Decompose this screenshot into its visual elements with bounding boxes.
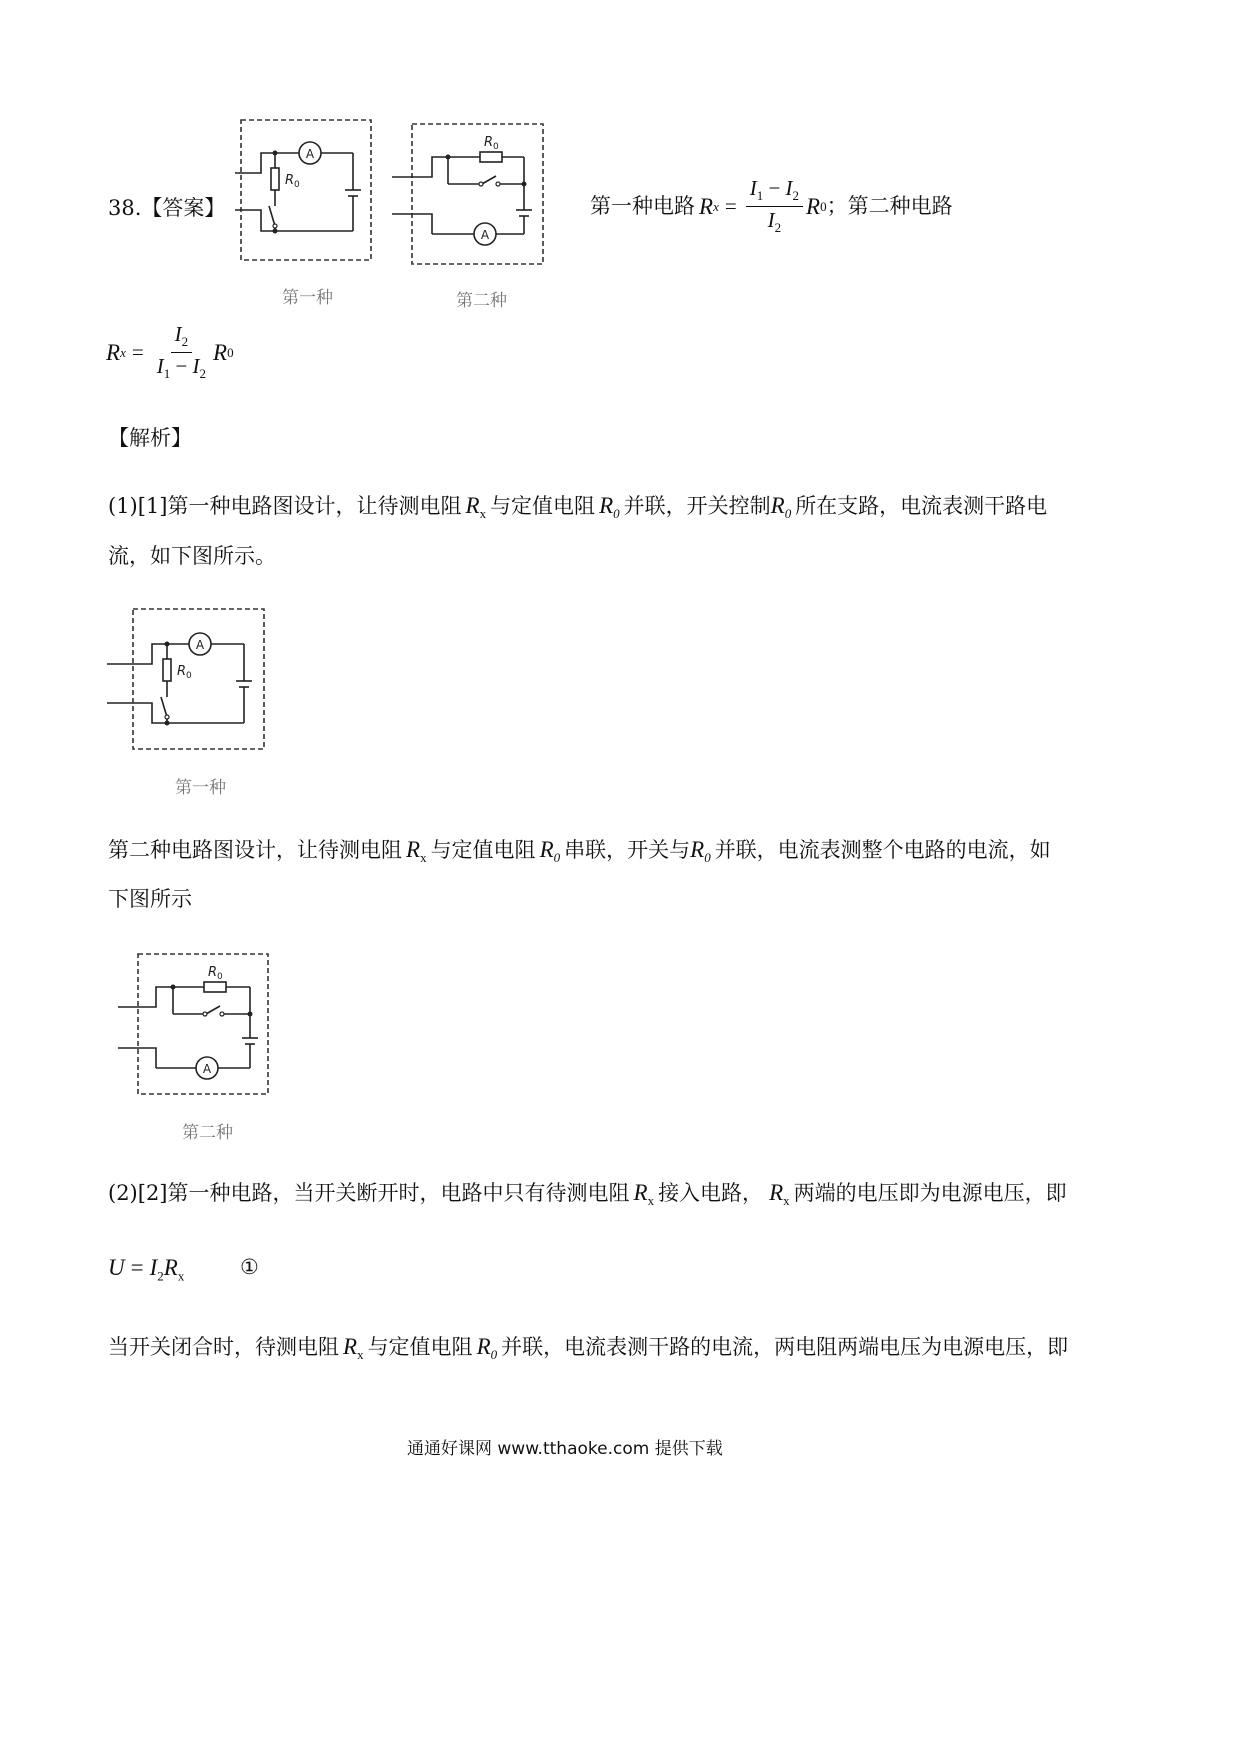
analysis-p1-line2: 流，如下图所示。 bbox=[108, 544, 276, 568]
r0-label: R bbox=[285, 173, 295, 188]
answer-label: 38.【答案】 bbox=[108, 196, 226, 220]
analysis-p1-line1: (1)[1]第一种电路图设计，让待测电阻 $R_x$ 与定值电阻 $R_0$ 并联，开关控制$R_0$ 所在支路，电流表测干路电 bbox=[108, 493, 1048, 522]
svg-text:0: 0 bbox=[493, 142, 499, 152]
analysis-circuit-second bbox=[118, 952, 273, 1098]
footer-text: 通通好课网 www.tthaoke.com 提供下载 bbox=[407, 1439, 723, 1459]
svg-text:A: A bbox=[202, 1062, 212, 1076]
ammeter-label: A bbox=[305, 147, 315, 161]
circuit-second-diagram bbox=[392, 122, 547, 268]
svg-text:A: A bbox=[195, 638, 205, 652]
equation-1: $U = I_2R_x$ bbox=[108, 1255, 185, 1284]
svg-text:R: R bbox=[177, 664, 187, 679]
analysis-p3-line1: (2)[2]第一种电路，当开关断开时，电路中只有待测电阻 $R_x$ 接入电路， $R_x$ 两端的电压即为电源电压，即 bbox=[108, 1180, 1067, 1209]
answer-formula-first: 第一种电路 R x = $\frac{I_1 - I_2}{I_2}$ R 0 ；第二种电路 bbox=[590, 176, 953, 235]
analysis-p2-line2: 下图所示 bbox=[108, 887, 192, 911]
equation-1-marker: ① bbox=[240, 1255, 259, 1279]
fig1-caption: 第一种 bbox=[175, 778, 226, 798]
svg-text:0: 0 bbox=[186, 671, 192, 681]
svg-text:A: A bbox=[480, 228, 490, 242]
circuit-first-diagram bbox=[235, 118, 375, 266]
svg-text:0: 0 bbox=[294, 180, 300, 190]
fig2-caption: 第二种 bbox=[182, 1123, 233, 1143]
svg-text:R: R bbox=[208, 965, 218, 980]
analysis-title: 【解析】 bbox=[108, 426, 192, 450]
svg-text:0: 0 bbox=[217, 972, 223, 982]
analysis-p4-line1: 当开关闭合时，待测电阻 $R_x$ 与定值电阻 $R_0$ 并联，电流表测干路的电流，两电阻两端电压为电源电压，即 bbox=[108, 1334, 1069, 1363]
analysis-circuit-first bbox=[107, 607, 267, 755]
caption-second: 第二种 bbox=[456, 291, 507, 311]
caption-first: 第一种 bbox=[282, 288, 333, 308]
svg-text:R: R bbox=[484, 135, 494, 150]
answer-formula-second: R x = $\frac{I_2}{I_1 - I_2}$ R 0 bbox=[106, 322, 234, 381]
analysis-p2-line1: 第二种电路图设计，让待测电阻 $R_x$ 与定值电阻 $R_0$ 串联，开关与$R_0$ 并联，电流表测整个电路的电流，如 bbox=[108, 837, 1051, 866]
